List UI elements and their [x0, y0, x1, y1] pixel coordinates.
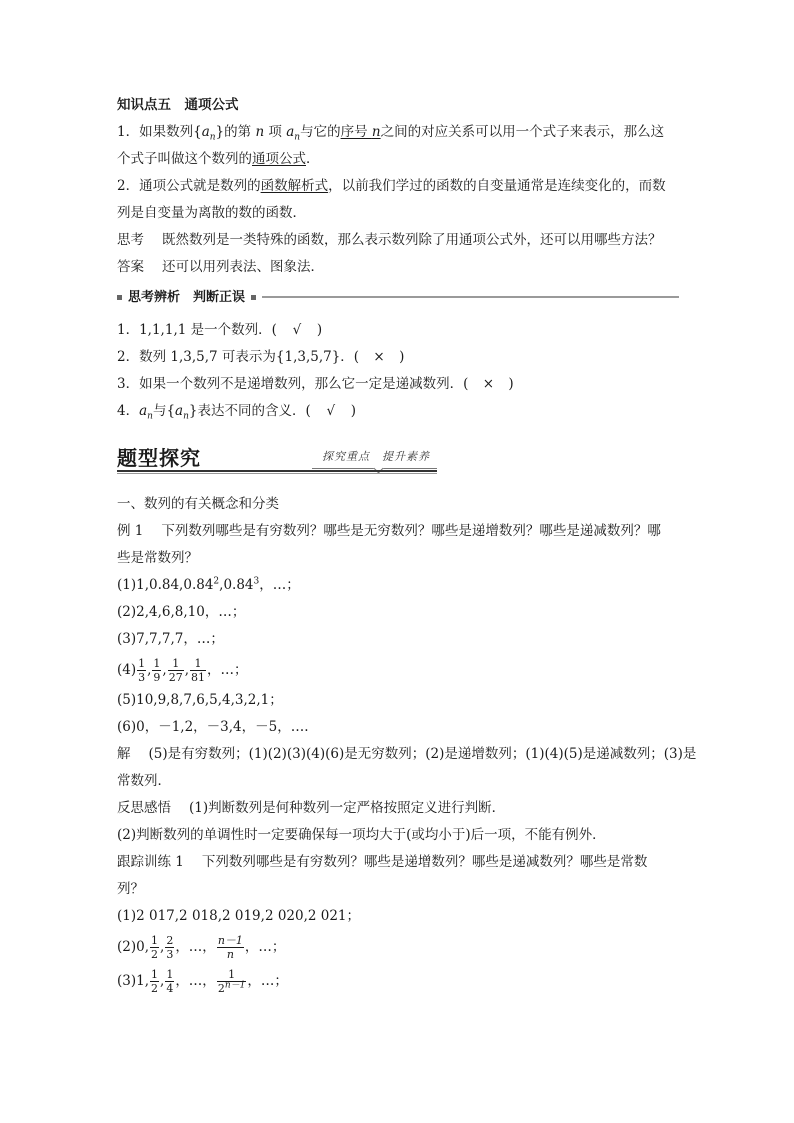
practice-line2: 列？: [117, 881, 144, 897]
judge-title: 思考辨析 判断正误: [128, 289, 246, 305]
example-label: 例 1: [117, 523, 144, 539]
fraction: $\frac{1}{27}$: [168, 657, 183, 684]
fraction: $\frac{1}{3}$: [138, 657, 146, 684]
example-line2: 些是常数列？: [117, 550, 198, 566]
knowledge-p2-line1: 2．通项公式就是数列的函数解析式，以前我们学过的函数的自变量通常是连续变化的，而数: [117, 178, 666, 194]
divider: [117, 473, 437, 474]
practice-line1: 跟踪训练 1 下列数列哪些是有穷数列？哪些是递增数列？哪些是递减数列？哪些是常数: [117, 854, 648, 870]
fraction: $\frac{n-1}{n}$: [217, 934, 243, 961]
cross-mark: ×: [373, 349, 385, 365]
practice-sequence-item: (1)2 017,2 018,2 019,2 020,2 021；: [117, 908, 361, 924]
example-line1: 例 1 下列数列哪些是有穷数列？哪些是无穷数列？哪些是递增数列？哪些是递减数列？哪: [117, 523, 661, 539]
sequence-item: (1)1,0.84,0.84$^2$,0.84$^3$，…；: [117, 576, 300, 593]
divider: [262, 296, 679, 298]
fraction: $\frac{1}{9}$: [153, 657, 161, 684]
practice-sequence-item: (3)1, $\frac{1}{2}$ , $\frac{1}{4}$ ，…， $\frac{1}{2^{n-1}}$ ，…；: [117, 968, 288, 995]
divider: [117, 470, 437, 472]
fraction: $\frac{1}{81}$: [191, 657, 206, 684]
section-title: 题型探究: [117, 446, 201, 470]
check-mark: √: [326, 403, 336, 419]
knowledge-p2-line2: 列是自变量为离散的数的函数．: [117, 205, 306, 221]
solution-line2: 常数列．: [117, 773, 171, 789]
sequence-item: (4) $\frac{1}{3}$ , $\frac{1}{9}$ , $\frac{1}{27}$ , $\frac{1}{81}$ ，…；: [117, 657, 248, 684]
knowledge-title: 知识点五 通项公式: [117, 97, 239, 113]
cross-mark: ×: [482, 376, 495, 392]
practice-label: 跟踪训练 1: [117, 854, 184, 870]
practice-sequence-item: (2)0, $\frac{1}{2}$ , $\frac{2}{3}$ ，…， $\frac{n-1}{n}$ ，…；: [117, 934, 286, 961]
content: [117, 92, 697, 998]
reflect-label: 反思感悟: [117, 800, 171, 816]
think-line: 思考 既然数列是一类特殊的函数，那么表示数列除了用通项公式外，还可以用哪些方法？: [117, 232, 662, 248]
sequence-item: (5)10,9,8,7,6,5,4,3,2,1；: [117, 692, 283, 708]
solution-line1: 解 (5)是有穷数列；(1)(2)(3)(4)(6)是无穷数列；(2)是递增数列；(1)(4)(5)是递减数列；(3)是: [117, 746, 697, 762]
judge-item: 4．$a_n$与$\{a_n\}$表达不同的含义．( √ ): [117, 398, 679, 425]
square-bullet-icon: [117, 295, 122, 300]
sequence-item: (2)2,4,6,8,10，…；: [117, 604, 246, 620]
fraction: $\frac{1}{2^{n-1}}$: [217, 968, 246, 995]
underline-term-index: 序号 n: [340, 124, 381, 140]
fraction: $\frac{1}{2}$: [151, 968, 159, 995]
knowledge-p1-line2: 个式子叫做这个数列的通项公式．: [117, 151, 320, 167]
reflect-line1: 反思感悟 (1)判断数列是何种数列一定严格按照定义进行判断．: [117, 800, 506, 816]
section-header: [117, 439, 679, 479]
fraction: $\frac{1}{4}$: [166, 968, 174, 995]
sequence-item: (6)0，－1,2，－3,4，－5，….: [117, 719, 309, 735]
topic-heading: 一、数列的有关概念和分类: [117, 496, 279, 512]
judge-item: 3．如果一个数列不是递增数列，那么它一定是递减数列．( × ): [117, 371, 679, 398]
judge-item: 2．数列 1,3,5,7 可表示为{1,3,5,7}．( × ): [117, 344, 679, 371]
sequence-item: (3)7,7,7,7，…；: [117, 631, 224, 647]
fraction: $\frac{1}{2}$: [151, 934, 159, 961]
check-mark: √: [292, 322, 302, 338]
underline-term-formula: 通项公式: [252, 151, 306, 167]
answer-label: 答案: [117, 259, 144, 275]
underline-term-function: 函数解析式: [260, 178, 329, 194]
square-bullet-icon: [251, 295, 256, 300]
answer-line: 答案 还可以用列表法、图象法．: [117, 259, 324, 275]
judge-section-bar: [117, 283, 679, 311]
judge-item: 1．1,1,1,1 是一个数列．( √ ): [117, 317, 679, 344]
solution-label: 解: [117, 746, 131, 762]
reflect-line2: (2)判断数列的单调性时一定要确保每一项均大于(或均小于)后一项，不能有例外．: [117, 827, 606, 843]
section-tag: 探究重点 提升素养: [322, 450, 430, 463]
fraction: $\frac{2}{3}$: [166, 934, 174, 961]
think-label: 思考: [117, 232, 144, 248]
knowledge-p1-line1: 1．如果数列$\{a_n\}$的第 n 项 $a_n$与它的序号 n之间的对应关系可以用一个式子来表示，那么这: [117, 124, 665, 143]
